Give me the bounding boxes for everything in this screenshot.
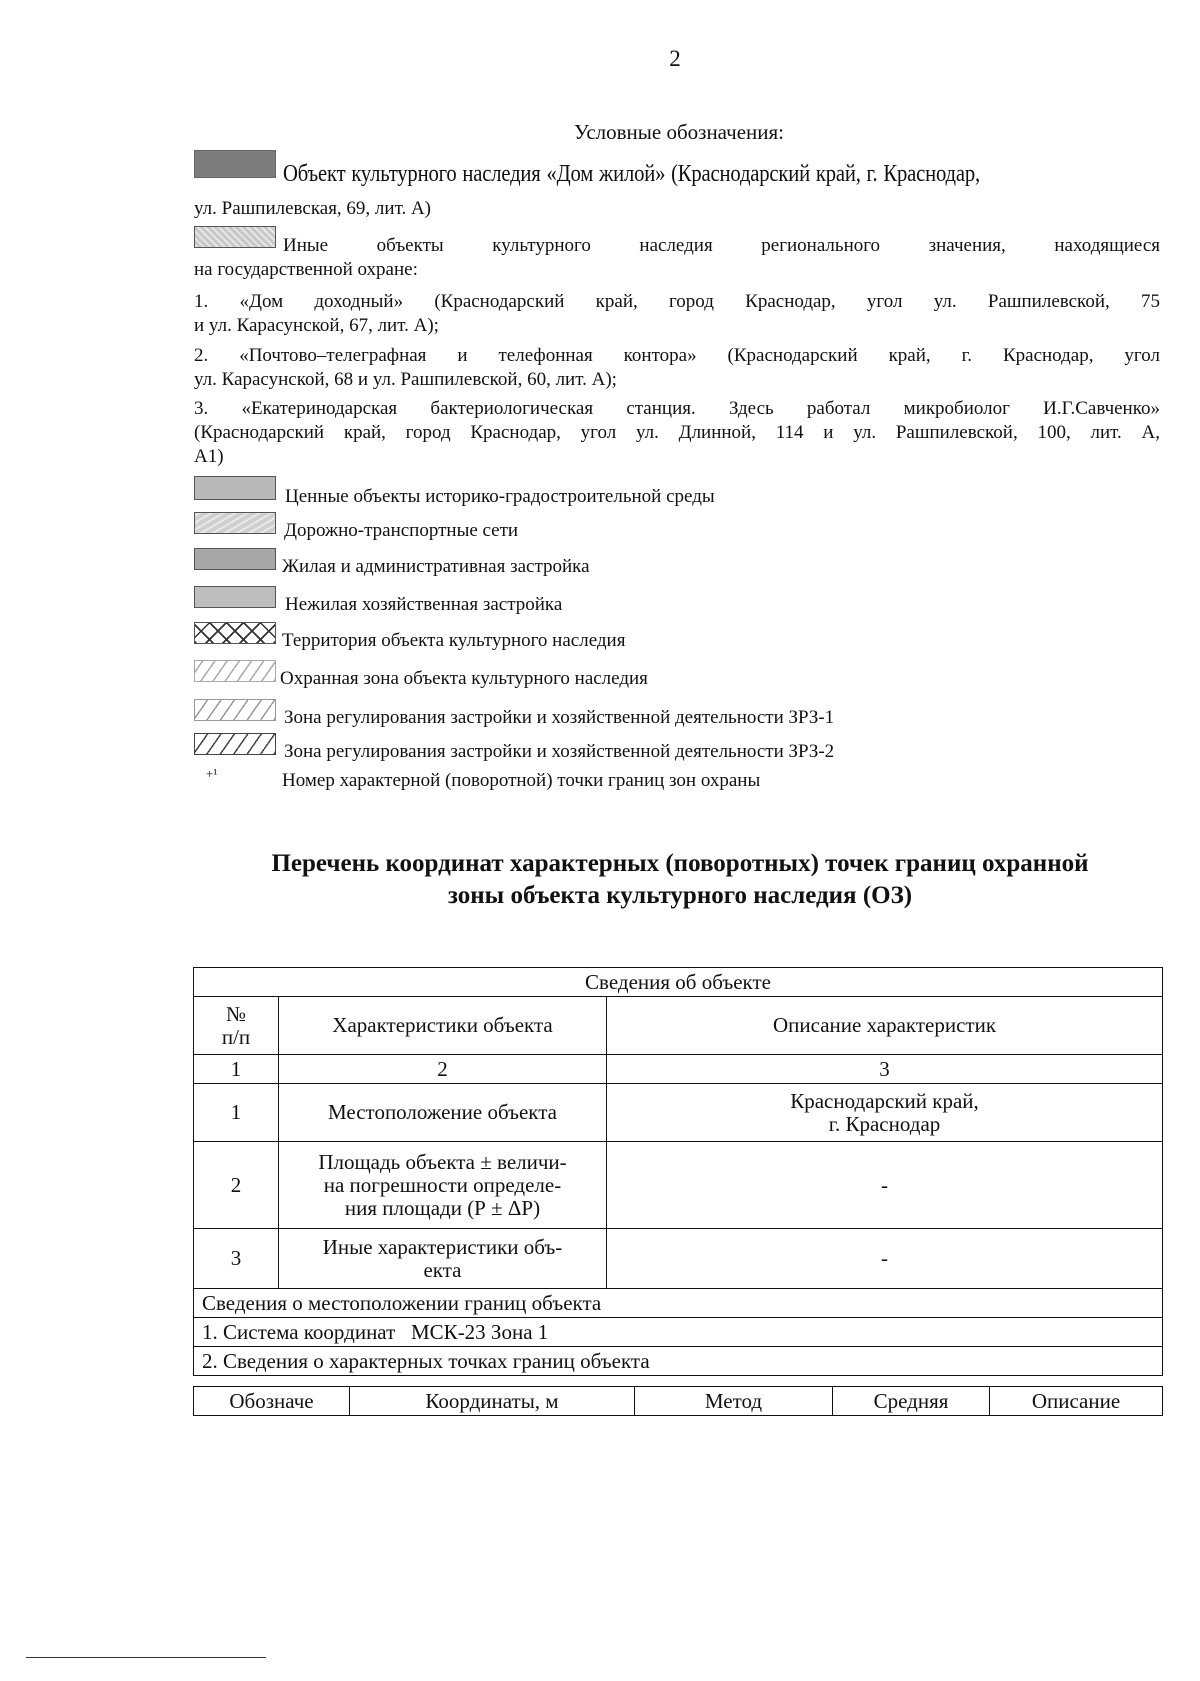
legend-item-territory: Территория объекта культурного наследия [282,630,626,651]
legend-other-line1: Иные объекты культурного наследия регионального значения, находящиеся [283,235,1160,256]
row2-characteristic-line3: ния площади (Р ± ΔР) [344,1195,541,1220]
section-heading-line2: зоны объекта культурного наследия (ОЗ) [447,882,913,909]
legend-item-residential: Жилая и административная застройка [282,556,590,577]
section-heading-line1: Перечень координат характерных (поворотных) точек границ охранной [271,850,1089,877]
legend-object-line2: ул. Рашпилевская, 69, лит. А) [194,198,432,219]
row3-characteristic [279,1229,607,1289]
row2-number: 2 [194,1142,279,1229]
valuable-objects-swatch-icon [194,476,276,500]
other-objects-swatch-icon [194,226,276,248]
legend-other-item3-line3: А1) [194,446,224,467]
row1-description-line1: Краснодарский край, [790,1088,979,1113]
coordinates-header-table [193,1386,1163,1416]
coordinate-system: 1. Система координат МСК-23 Зона 1 [194,1318,1163,1347]
column-number-3: 3 [607,1055,1163,1084]
protection-zone-hatch-icon [194,660,276,682]
row1-characteristic: Местоположение объекта [279,1084,607,1142]
row2-characteristic [279,1142,607,1229]
road-network-swatch-icon [194,512,276,534]
non-residential-swatch-icon [194,586,276,608]
footnote-divider [26,1657,266,1658]
legend-item-zrz2: Зона регулирования застройки и хозяйственной деятельности ЗРЗ-2 [284,741,835,762]
coords-header-description: Описание [990,1387,1163,1416]
row2-characteristic-line2: на погрешности определе- [323,1172,562,1197]
table-section-title: Сведения об объекте [194,968,1163,997]
legend-other-item2-line2: ул. Карасунской, 68 и ул. Рашпилевской, 60, лит. А); [194,369,617,390]
legend-item-non-residential: Нежилая хозяйственная застройка [285,594,563,615]
column-header-number [194,997,279,1055]
table-row [194,1084,1163,1142]
zrz2-hatch-icon [194,733,276,755]
legend-item-roads: Дорожно-транспортные сети [284,520,519,541]
legend-other-item1-line2: и ул. Карасунской, 67, лит. А); [194,315,439,336]
coords-header-method: Метод [635,1387,833,1416]
table-row [194,1229,1163,1289]
legend-item-point-number: Номер характерной (поворотной) точки границ зон охраны [282,770,761,791]
row2-description: - [607,1142,1163,1229]
territory-crosshatch-icon [194,622,276,644]
legend-title: Условные обозначения: [573,120,785,144]
legend-other-line2: на государственной охране: [194,259,418,280]
legend-other-item1-line1: 1. «Дом доходный» (Краснодарский край, город Краснодар, угол ул. Рашпилевской, 75 [194,291,1160,312]
zrz1-hatch-icon [194,699,276,721]
legend-other-item3-line1: 3. «Екатеринодарская бактериологическая станция. Здесь работал микробиолог И.Г.Савченко» [194,398,1160,419]
legend-item-valuable: Ценные объекты историко-градостроительной среды [285,486,715,507]
legend-item-zrz1: Зона регулирования застройки и хозяйственной деятельности ЗРЗ-1 [284,707,835,728]
column-header-description: Описание характеристик [607,997,1163,1055]
row1-description-line2: г. Краснодар [828,1111,941,1136]
coords-header-average: Средняя [833,1387,990,1416]
object-info-table [193,967,1163,1376]
row3-description: - [607,1229,1163,1289]
legend-other-item3-line2: (Краснодарский край, город Краснодар, угол ул. Длинной, 114 и ул. Рашпилевской, 100, лит. А, [194,422,1160,443]
points-section-title: 2. Сведения о характерных точках границ объекта [194,1347,1163,1376]
object-swatch-icon [194,150,276,178]
row3-characteristic-line1: Иные характеристики объ- [322,1234,563,1259]
page-number: 2 [669,46,681,71]
row3-number: 3 [194,1229,279,1289]
column-header-characteristics: Характеристики объекта [279,997,607,1055]
legend-object-line1: Объект культурного наследия «Дом жилой» (Краснодарский край, г. Краснодар, [283,161,980,187]
residential-swatch-icon [194,548,276,570]
table-row [194,1142,1163,1229]
column-number-2: 2 [279,1055,607,1084]
point-marker-icon: +¹ [206,766,218,781]
row3-characteristic-line2: екта [423,1257,462,1282]
column-header-number-line1: № [225,1001,247,1026]
coords-header-coordinates: Координаты, м [350,1387,635,1416]
column-header-number-line2: п/п [221,1024,251,1049]
section-heading [180,848,1180,912]
legend-item-protection-zone: Охранная зона объекта культурного наследия [280,668,648,689]
column-number-1: 1 [194,1055,279,1084]
row1-description [607,1084,1163,1142]
row1-number: 1 [194,1084,279,1142]
legend-other-item2-line1: 2. «Почтово–телеграфная и телефонная контора» (Краснодарский край, г. Краснодар, угол [194,345,1160,366]
coords-header-designation: Обозначе [194,1387,350,1416]
row2-characteristic-line1: Площадь объекта ± величи- [318,1149,567,1174]
location-section-title: Сведения о местоположении границ объекта [194,1289,1163,1318]
